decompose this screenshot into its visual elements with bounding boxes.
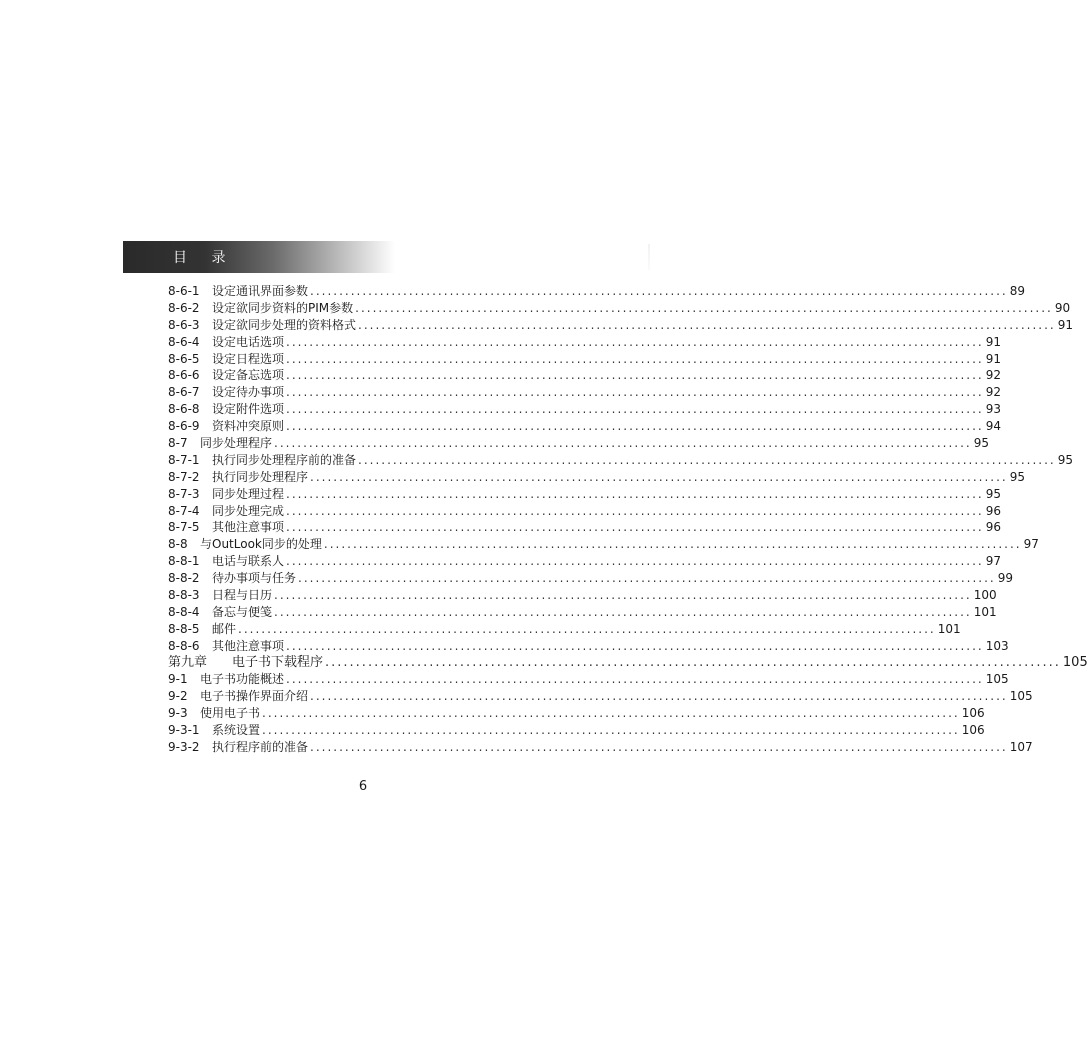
toc-dot-leader: ........................................................................................................................	[286, 385, 984, 400]
toc-entry-title: 其他注意事项	[212, 520, 285, 535]
toc-dot-leader: ........................................................................................................................	[358, 452, 1056, 467]
toc-dot-leader: ........................................................................................................................	[355, 300, 1053, 315]
toc-dot-leader: ........................................................................................................................	[286, 503, 984, 518]
toc-entry-page: 91	[1057, 317, 1074, 332]
toc-dot-leader: ........................................................................................................................	[286, 638, 984, 653]
toc-entry[interactable]	[168, 688, 1033, 705]
toc-entry-title: 电子书操作界面介绍	[200, 689, 309, 704]
toc-entry[interactable]	[168, 739, 1033, 756]
toc-entry-number: 第九章	[168, 654, 208, 670]
toc-entry[interactable]	[168, 503, 1002, 520]
toc-entry[interactable]	[168, 553, 1002, 570]
toc-entry-page: 95	[1057, 452, 1074, 467]
toc-entry-page: 95	[1009, 469, 1026, 484]
toc-dot-leader: ........................................................................................................................	[238, 621, 936, 636]
toc-entry-page: 91	[985, 351, 1002, 366]
toc-entry-title: 电子书功能概述	[200, 672, 285, 687]
toc-entry-number: 9-2	[168, 689, 188, 704]
toc-entry-title: 待办事项与任务	[212, 571, 297, 586]
toc-entry-title: 电子书下载程序	[232, 654, 324, 670]
toc-entry[interactable]	[168, 570, 1014, 587]
toc-entry-page: 101	[937, 621, 961, 636]
toc-entry[interactable]	[168, 638, 1009, 655]
toc-entry-number: 8-8-3	[168, 588, 200, 603]
toc-entry-number: 8-6-5	[168, 351, 200, 366]
toc-entry-title: 设定附件选项	[212, 402, 285, 417]
toc-entry-title: 使用电子书	[200, 706, 261, 721]
toc-entry[interactable]	[168, 519, 1002, 536]
toc-entry-number: 8-6-1	[168, 284, 200, 298]
toc-dot-leader: ........................................................................................................................	[298, 571, 996, 586]
toc-entry-title: 邮件	[212, 621, 237, 636]
toc-entry-page: 95	[973, 436, 990, 451]
toc-entry-page: 92	[985, 385, 1002, 400]
toc-entry[interactable]	[168, 300, 1071, 317]
toc-entry-title: 设定欲同步处理的资料格式	[212, 317, 357, 332]
toc-entry-number: 8-8-1	[168, 554, 200, 569]
toc-entry-title: 设定电话选项	[212, 334, 285, 349]
toc-entry-page: 95	[985, 486, 1002, 501]
toc-entry-page: 93	[985, 402, 1002, 417]
toc-entry-page: 90	[1054, 300, 1071, 315]
toc-dot-leader: ........................................................................................................................	[286, 368, 984, 383]
toc-entry-page: 105	[985, 672, 1009, 687]
toc-entry-page: 96	[985, 520, 1002, 535]
toc-entry-page: 97	[985, 554, 1002, 569]
toc-entry[interactable]	[168, 384, 1002, 401]
toc-entry[interactable]	[168, 671, 1009, 688]
toc-entry-number: 8-6-6	[168, 368, 200, 383]
toc-entry-number: 9-3-1	[168, 723, 200, 738]
toc-entry[interactable]	[168, 705, 985, 722]
toc-entry[interactable]	[168, 587, 997, 604]
toc-entry-title: 设定备忘选项	[212, 368, 285, 383]
toc-entry-number: 8-7-1	[168, 452, 200, 467]
toc-entry[interactable]	[168, 334, 1002, 351]
toc-dot-leader: ........................................................................................................................	[286, 334, 984, 349]
toc-dot-leader: ........................................................................................................................	[274, 604, 972, 619]
page-edge-mark	[648, 244, 650, 270]
toc-entry-page: 91	[985, 334, 1002, 349]
toc-entry-page: 89	[1009, 284, 1026, 298]
toc-entry-title: 设定通讯界面参数	[212, 284, 309, 298]
toc-entry-title: 日程与日历	[212, 588, 273, 603]
toc-entry-number: 8-8-4	[168, 604, 200, 619]
toc-entry-page: 96	[985, 503, 1002, 518]
toc-entry-number: 8-7-3	[168, 486, 200, 501]
toc-entry-title: 系统设置	[212, 723, 261, 738]
toc-entry-page: 100	[973, 588, 997, 603]
toc-entry[interactable]	[168, 351, 1002, 368]
toc-entry-number: 8-8-5	[168, 621, 200, 636]
toc-entry-title: 其他注意事项	[212, 638, 285, 653]
toc-entry[interactable]	[168, 621, 961, 638]
toc-dot-leader: ........................................................................................................................	[262, 706, 960, 721]
toc-entry-page: 92	[985, 368, 1002, 383]
toc-entry[interactable]	[168, 283, 1026, 300]
toc-entry[interactable]	[168, 435, 990, 452]
toc-entry-page: 105	[1062, 654, 1088, 670]
toc-entry-number: 8-8-6	[168, 638, 200, 653]
toc-entry-number: 8-7	[168, 436, 188, 451]
toc-entry-number: 9-3-2	[168, 740, 200, 755]
toc-entry-page: 105	[1009, 689, 1033, 704]
toc-entry[interactable]	[168, 317, 1074, 334]
toc-entry-page: 97	[1023, 537, 1039, 552]
toc-entry[interactable]	[168, 486, 1002, 503]
toc-entry[interactable]	[168, 722, 985, 739]
toc-entry[interactable]	[168, 536, 1039, 553]
toc-entry-number: 8-6-8	[168, 402, 200, 417]
toc-entry-title: 同步处理完成	[212, 503, 285, 518]
toc-dot-leader: ........................................................................................................................	[286, 520, 984, 535]
toc-entry[interactable]	[168, 604, 997, 621]
toc-entry-number: 8-6-9	[168, 419, 200, 434]
toc-dot-leader: ........................................................................................................................	[286, 351, 984, 366]
toc-dot-leader: ........................................................................................................................	[323, 537, 1022, 552]
toc-entry-title: 备忘与便笺	[212, 604, 273, 619]
toc-entry-number: 8-6-4	[168, 334, 200, 349]
toc-dot-leader: ........................................................................................................................	[262, 723, 960, 738]
toc-entry-number: 8-8-2	[168, 571, 200, 586]
page-number: 6	[358, 779, 368, 794]
toc-dot-leader: ........................................................................................................................	[286, 554, 984, 569]
toc-entry-number: 8-7-2	[168, 469, 200, 484]
toc-entry-number: 8-6-7	[168, 385, 200, 400]
toc-dot-leader: ........................................................................................................................	[358, 317, 1056, 332]
toc-dot-leader: ........................................................................................................................	[286, 402, 984, 417]
toc-entry-number: 8-7-5	[168, 520, 200, 535]
table-of-contents	[168, 283, 1088, 756]
toc-entry-number: 8-6-2	[168, 300, 200, 315]
toc-entry[interactable]	[168, 654, 1088, 672]
toc-entry-title: 设定日程选项	[212, 351, 285, 366]
toc-entry[interactable]	[168, 452, 1074, 469]
toc-heading: 目 录	[173, 250, 236, 266]
toc-entry-page: 101	[973, 604, 997, 619]
toc-entry-title: 执行同步处理程序前的准备	[212, 452, 357, 467]
toc-entry-page: 103	[985, 638, 1009, 653]
toc-dot-leader: ........................................................................................................................	[286, 486, 984, 501]
toc-dot-leader: ........................................................................................................................	[274, 436, 972, 451]
toc-entry-number: 8-7-4	[168, 503, 200, 518]
toc-entry[interactable]	[168, 418, 1002, 435]
toc-dot-leader: ........................................................................................................................	[286, 672, 984, 687]
toc-entry-title: 设定待办事项	[212, 385, 285, 400]
toc-entry[interactable]	[168, 469, 1026, 486]
toc-entry-title: 同步处理过程	[212, 486, 285, 501]
toc-entry-number: 8-8	[168, 537, 188, 552]
toc-header-bar	[123, 241, 395, 273]
toc-entry-title: 电话与联系人	[212, 554, 285, 569]
toc-entry-number: 9-1	[168, 672, 188, 687]
toc-entry-title: 执行程序前的准备	[212, 740, 309, 755]
toc-entry[interactable]	[168, 401, 1002, 418]
toc-entry-title: 与OutLook同步的处理	[200, 537, 322, 552]
toc-entry-title: 设定欲同步资料的PIM参数	[212, 300, 354, 315]
toc-dot-leader: ........................................................................................................................	[286, 419, 984, 434]
toc-entry[interactable]	[168, 367, 1002, 384]
toc-dot-leader: ........................................................................................................................	[310, 284, 1008, 298]
toc-entry-page: 106	[961, 723, 985, 738]
toc-entry-page: 99	[997, 571, 1014, 586]
toc-entry-title: 同步处理程序	[200, 436, 273, 451]
toc-entry-number: 9-3	[168, 706, 188, 721]
toc-entry-title: 资料冲突原则	[212, 419, 285, 434]
toc-dot-leader: ........................................................................................................................	[310, 740, 1008, 755]
toc-entry-number: 8-6-3	[168, 317, 200, 332]
toc-entry-title: 执行同步处理程序	[212, 469, 309, 484]
toc-dot-leader: ........................................................................................................................	[325, 654, 1061, 670]
toc-entry-page: 107	[1009, 740, 1033, 755]
toc-entry-page: 94	[985, 419, 1002, 434]
toc-dot-leader: ........................................................................................................................	[310, 689, 1008, 704]
toc-dot-leader: ........................................................................................................................	[310, 469, 1008, 484]
toc-dot-leader: ........................................................................................................................	[274, 588, 972, 603]
toc-entry-page: 106	[961, 706, 985, 721]
